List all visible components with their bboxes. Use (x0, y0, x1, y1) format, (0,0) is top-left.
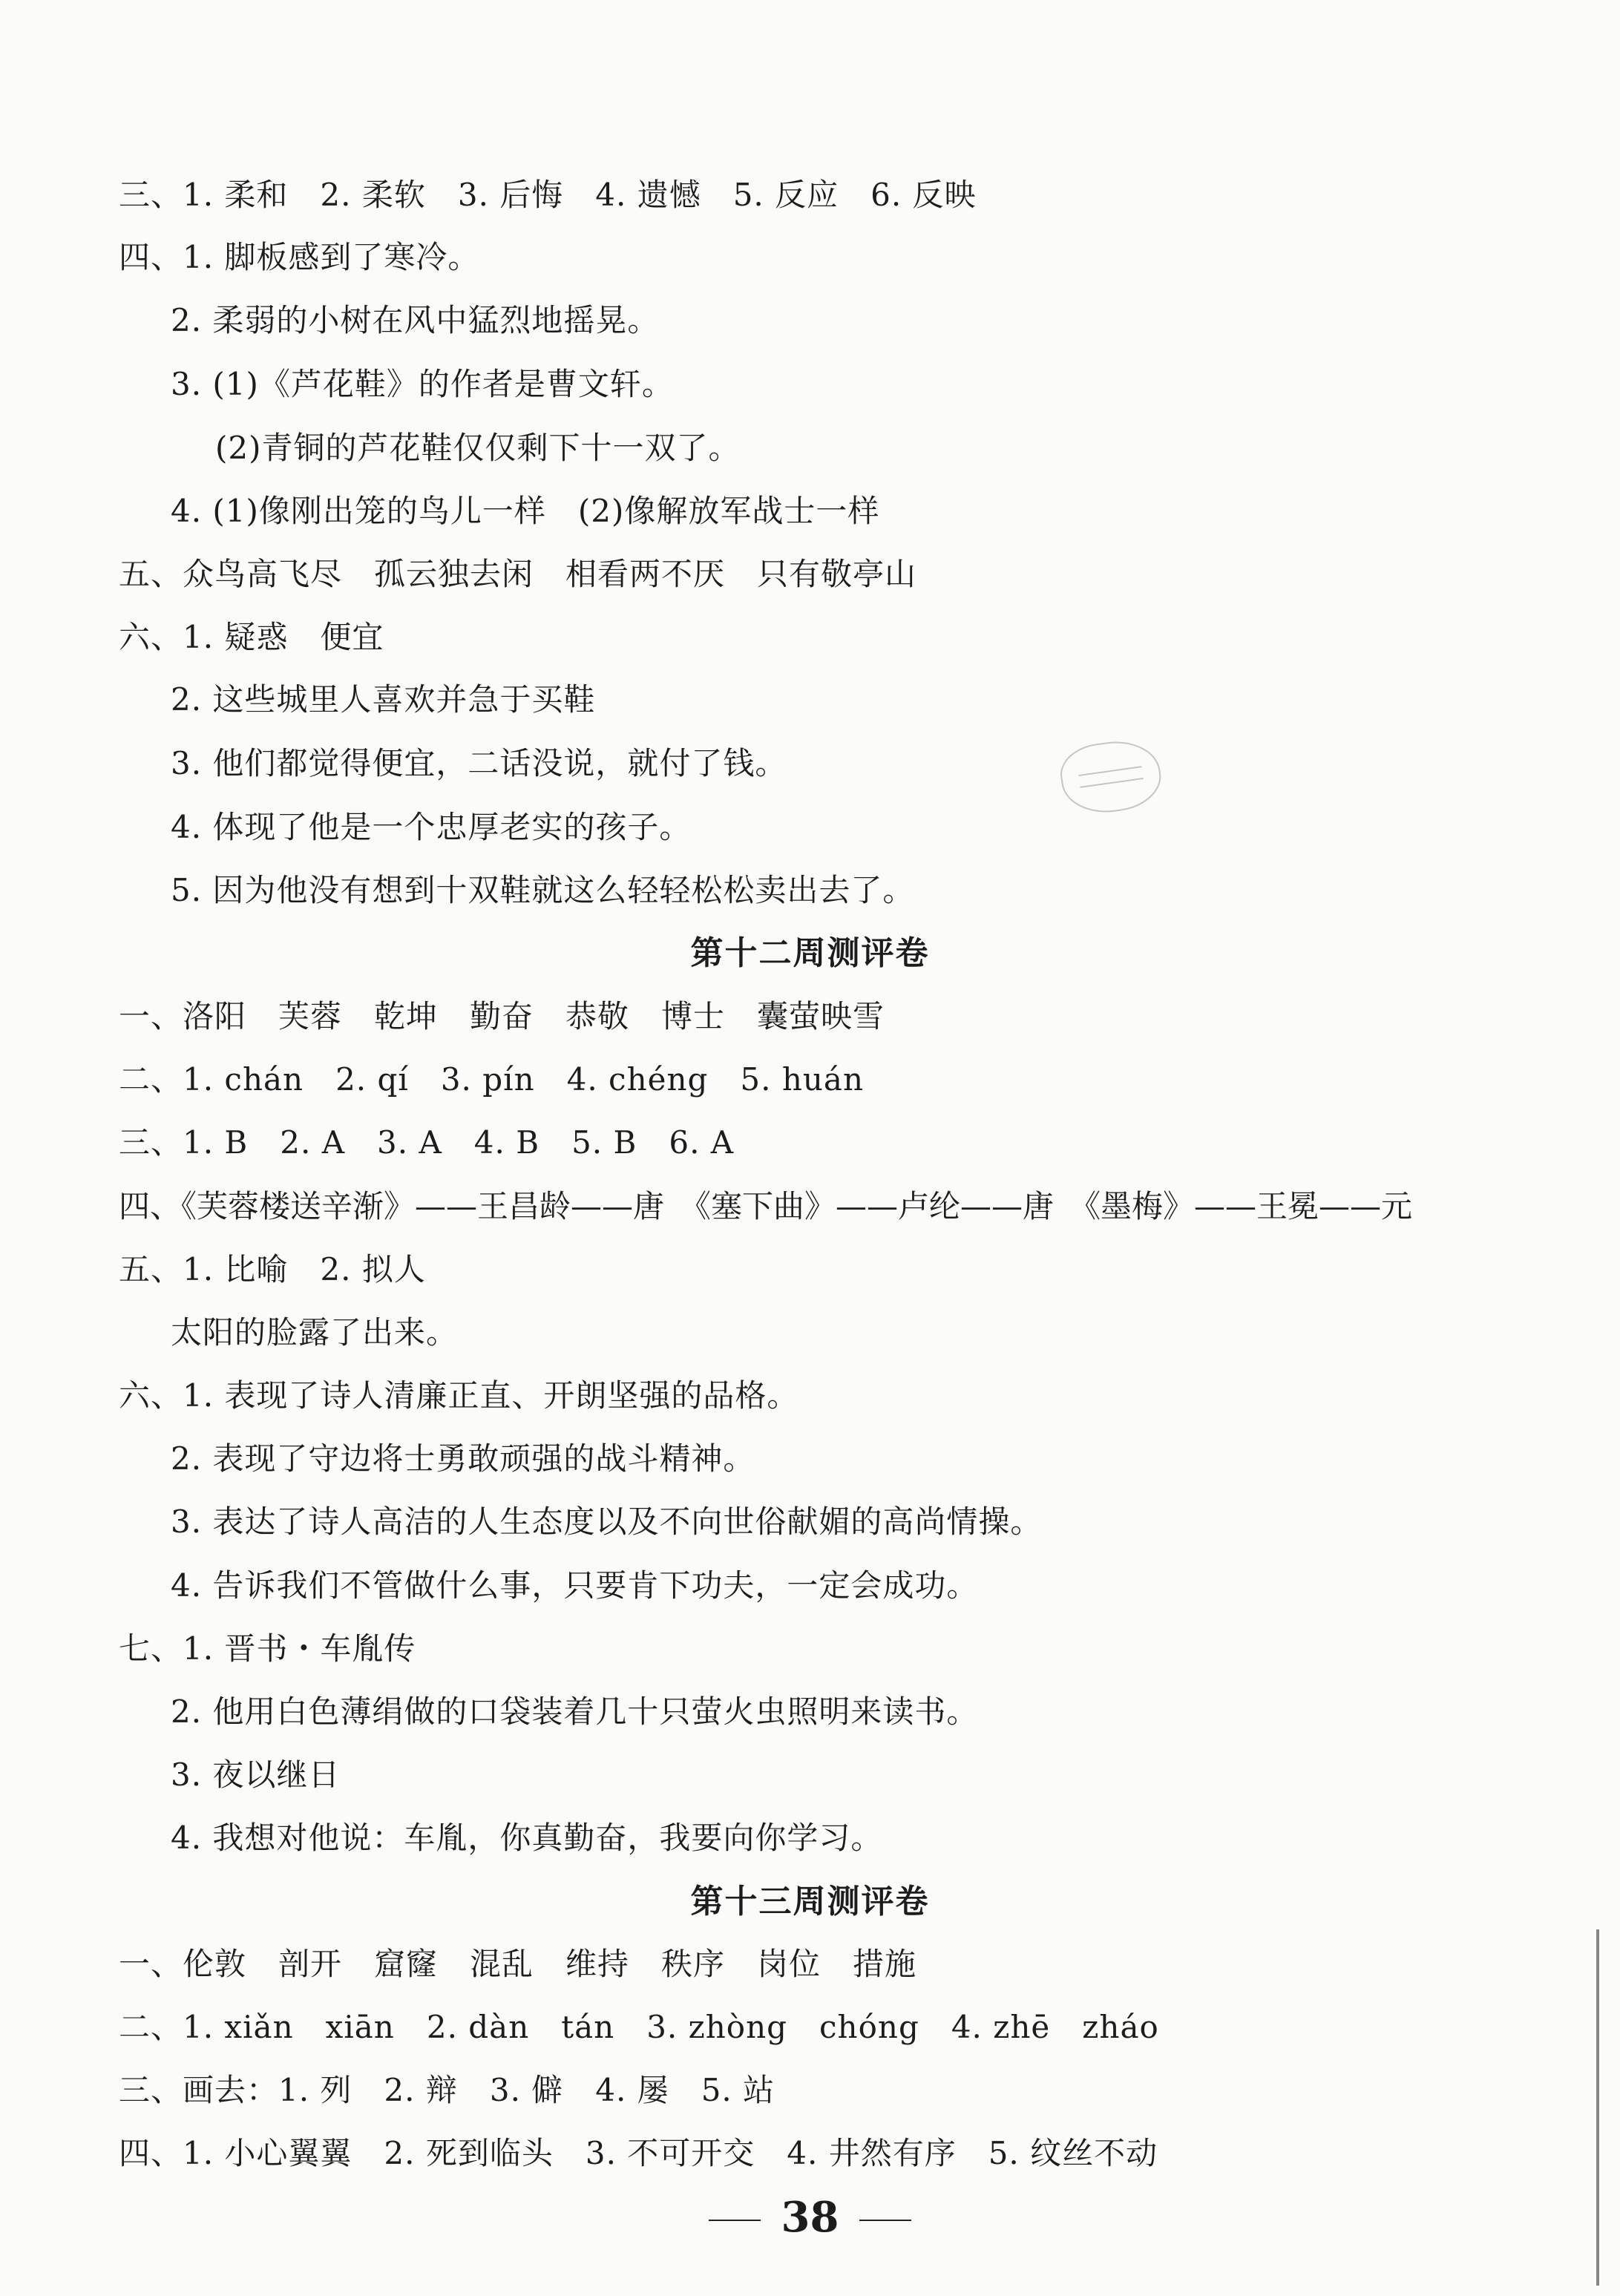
answer-line: 一、伦敦 剖开 窟窿 混乱 维持 秩序 岗位 措施 (119, 1946, 917, 1982)
section-heading: 第十三周测评卷 (690, 1883, 930, 1921)
page-number (0, 2193, 1620, 2242)
answer-line: 2. 表现了守边将士勇敢顽强的战斗精神。 (171, 1440, 755, 1477)
stamp-mark (1057, 735, 1165, 819)
page-number-text: 38 (781, 2193, 839, 2242)
answer-line: 3. 他们都觉得便宜，二话没说，就付了钱。 (171, 745, 787, 781)
answer-line: 七、1. 晋书・车胤传 (119, 1630, 416, 1667)
answer-line: 四、1. 小心翼翼 2. 死到临头 3. 不可开交 4. 井然有序 5. 纹丝不动 (119, 2135, 1158, 2171)
answer-line: 二、1. xiǎn xiān 2. dàn tán 3. zhòng chóng 4. zhē zháo (119, 2009, 1159, 2045)
answer-line: 2. 这些城里人喜欢并急于买鞋 (171, 681, 596, 718)
answer-line: 二、1. chán 2. qí 3. pín 4. chéng 5. huán (119, 1061, 865, 1098)
answer-line: 2. 柔弱的小树在风中猛烈地摇晃。 (171, 302, 660, 338)
answer-line: 4. 告诉我们不管做什么事，只要肯下功夫，一定会成功。 (171, 1567, 979, 1604)
answer-line: (2)青铜的芦花鞋仅仅剩下十一双了。 (215, 430, 741, 466)
answer-line: 一、洛阳 芙蓉 乾坤 勤奋 恭敬 博士 囊萤映雪 (119, 998, 885, 1034)
answer-line: 4. 体现了他是一个忠厚老实的孩子。 (171, 809, 692, 845)
scan-edge (1596, 1929, 1599, 2286)
answer-line: 4. (1)像刚出笼的鸟儿一样 (2)像解放军战士一样 (171, 493, 880, 529)
answer-line: 4. 我想对他说：车胤，你真勤奋，我要向你学习。 (171, 1820, 883, 1856)
answer-line: 四、《芙蓉楼送辛渐》——王昌龄——唐 《塞下曲》——卢纶——唐 《墨梅》——王冕——元 (119, 1188, 1413, 1224)
answer-line: 太阳的脸露了出来。 (171, 1314, 459, 1351)
answer-line: 六、1. 表现了诗人清廉正直、开朗坚强的品格。 (119, 1377, 799, 1414)
answer-line: 三、1. 柔和 2. 柔软 3. 后悔 4. 遗憾 5. 反应 6. 反映 (119, 177, 977, 213)
answer-line: 3. (1)《芦花鞋》的作者是曹文轩。 (171, 366, 674, 402)
answer-line: 四、1. 脚板感到了寒冷。 (119, 239, 480, 275)
section-heading: 第十二周测评卷 (690, 934, 930, 972)
answer-line: 5. 因为他没有想到十双鞋就这么轻轻松松卖出去了。 (171, 872, 915, 908)
answer-line: 3. 表达了诗人高洁的人生态度以及不向世俗献媚的高尚情操。 (171, 1503, 1043, 1540)
answer-line: 五、1. 比喻 2. 拟人 (119, 1251, 426, 1288)
answer-line: 五、众鸟高飞尽 孤云独去闲 相看两不厌 只有敬亭山 (119, 556, 917, 592)
answer-line: 六、1. 疑惑 便宜 (119, 619, 384, 655)
answer-line: 2. 他用白色薄绢做的口袋装着几十只萤火虫照明来读书。 (171, 1693, 979, 1730)
answer-line: 三、1. B 2. A 3. A 4. B 5. B 6. A (119, 1124, 735, 1161)
answer-line: 三、画去：1. 列 2. 辩 3. 僻 4. 屡 5. 站 (119, 2072, 775, 2108)
answer-line: 3. 夜以继日 (171, 1757, 341, 1793)
